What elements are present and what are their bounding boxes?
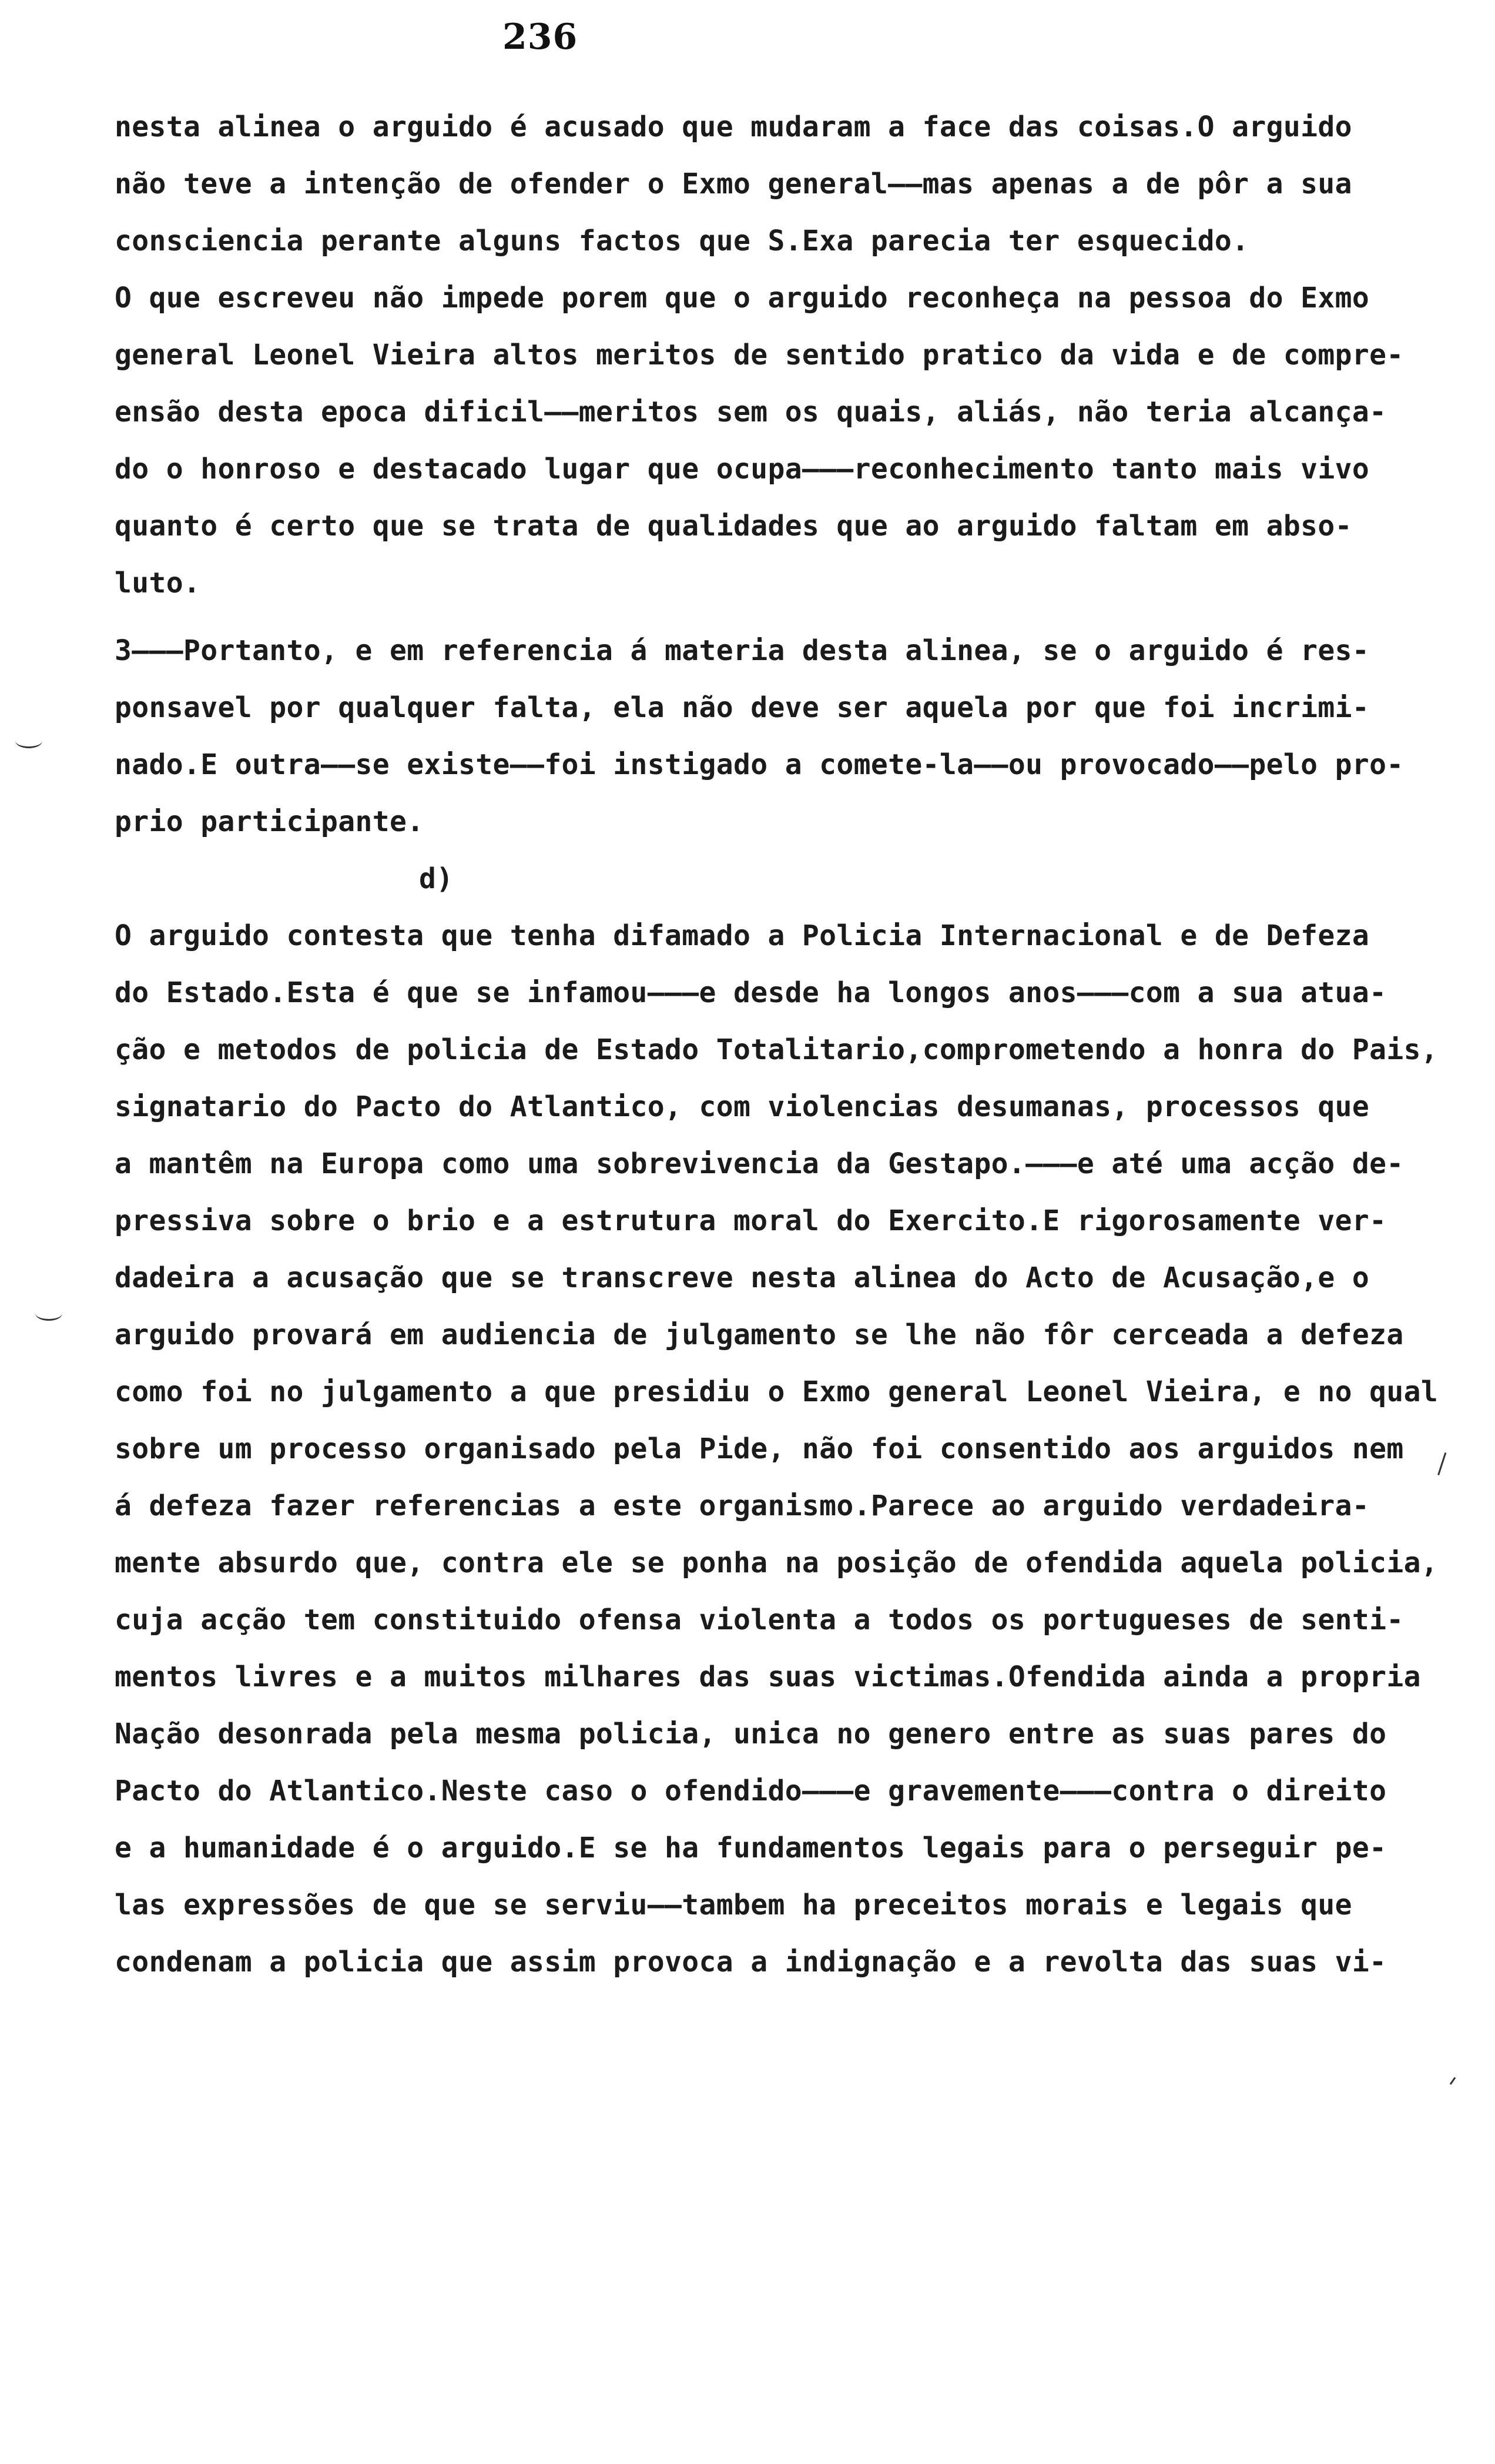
text-line: condenam a policia que assim provoca a indignação e a revolta das suas vi- bbox=[115, 1946, 1387, 1978]
text-line: mentos livres e a muitos milhares das suas victimas.Ofendida ainda a propria bbox=[115, 1660, 1421, 1693]
margin-stroke-icon bbox=[1437, 1452, 1452, 1477]
text-line: nesta alinea o arguido é acusado que mudaram a face das coisas.O arguido bbox=[115, 111, 1352, 143]
typed-body-text bbox=[115, 99, 1439, 1991]
text-line: 3———Portanto, e em referencia á materia desta alinea, se o arguido é res- bbox=[115, 634, 1370, 667]
text-line: ção e metodos de policia de Estado Totalitario,comprometendo a honra do Pais, bbox=[115, 1033, 1439, 1066]
margin-stroke-icon bbox=[1450, 2077, 1459, 2087]
text-line: dadeira a acusação que se transcreve nesta alinea do Acto de Acusação,e o bbox=[115, 1261, 1370, 1294]
text-line: consciencia perante alguns factos que S.Exa parecia ter esquecido. bbox=[115, 225, 1249, 257]
text-line: O que escreveu não impede porem que o arguido reconheça na pessoa do Exmo bbox=[115, 282, 1370, 314]
page-number: 236 bbox=[502, 16, 578, 58]
text-line: luto. bbox=[115, 567, 201, 600]
text-line: signatario do Pacto do Atlantico, com violencias desumanas, processos que bbox=[115, 1090, 1370, 1123]
text-line: á defeza fazer referencias a este organismo.Parece ao arguido verdadeira- bbox=[115, 1489, 1370, 1522]
text-line: general Leonel Vieira altos meritos de sentido pratico da vida e de compre- bbox=[115, 339, 1404, 371]
text-line: ensão desta epoca dificil——meritos sem os quais, aliás, não teria alcança- bbox=[115, 396, 1387, 428]
margin-mark-icon bbox=[15, 734, 42, 748]
text-line: do Estado.Esta é que se infamou———e desde ha longos anos———com a sua atua- bbox=[115, 976, 1387, 1009]
text-line: e a humanidade é o arguido.E se ha fundamentos legais para o perseguir pe- bbox=[115, 1832, 1387, 1864]
text-line: sobre um processo organisado pela Pide, não foi consentido aos arguidos nem bbox=[115, 1432, 1404, 1465]
text-line: las expressões de que se serviu——tambem ha preceitos morais e legais que bbox=[115, 1889, 1352, 1921]
margin-mark-icon bbox=[35, 1306, 62, 1321]
text-line: O arguido contesta que tenha difamado a Policia Internacional e de Defeza bbox=[115, 919, 1370, 952]
text-line: ponsavel por qualquer falta, ela não deve ser aquela por que foi incrimi- bbox=[115, 691, 1370, 724]
text-line: quanto é certo que se trata de qualidades que ao arguido faltam em abso- bbox=[115, 510, 1352, 543]
text-line: como foi no julgamento a que presidiu o Exmo general Leonel Vieira, e no qual bbox=[115, 1375, 1439, 1408]
text-line: prio participante. bbox=[115, 805, 424, 838]
text-line: mente absurdo que, contra ele se ponha na posição de ofendida aquela policia, bbox=[115, 1546, 1439, 1579]
text-line: a mantêm na Europa como uma sobrevivencia da Gestapo.———e até uma acção de- bbox=[115, 1147, 1404, 1180]
text-line: Nação desonrada pela mesma policia, unica no genero entre as suas pares do bbox=[115, 1718, 1387, 1750]
text-line: pressiva sobre o brio e a estrutura moral do Exercito.E rigorosamente ver- bbox=[115, 1204, 1387, 1237]
section-heading: d) bbox=[419, 862, 454, 895]
text-line: cuja acção tem constituido ofensa violenta a todos os portugueses de senti- bbox=[115, 1603, 1404, 1636]
text-line: Pacto do Atlantico.Neste caso o ofendido———e gravemente———contra o direito bbox=[115, 1775, 1387, 1807]
text-line: arguido provará em audiencia de julgamento se lhe não fôr cerceada a defeza bbox=[115, 1318, 1404, 1351]
text-line: do o honroso e destacado lugar que ocupa———reconhecimento tanto mais vivo bbox=[115, 453, 1370, 486]
text-line: não teve a intenção de ofender o Exmo general——mas apenas a de pôr a sua bbox=[115, 168, 1352, 200]
text-line: nado.E outra——se existe——foi instigado a comete-la——ou provocado——pelo pro- bbox=[115, 748, 1404, 781]
